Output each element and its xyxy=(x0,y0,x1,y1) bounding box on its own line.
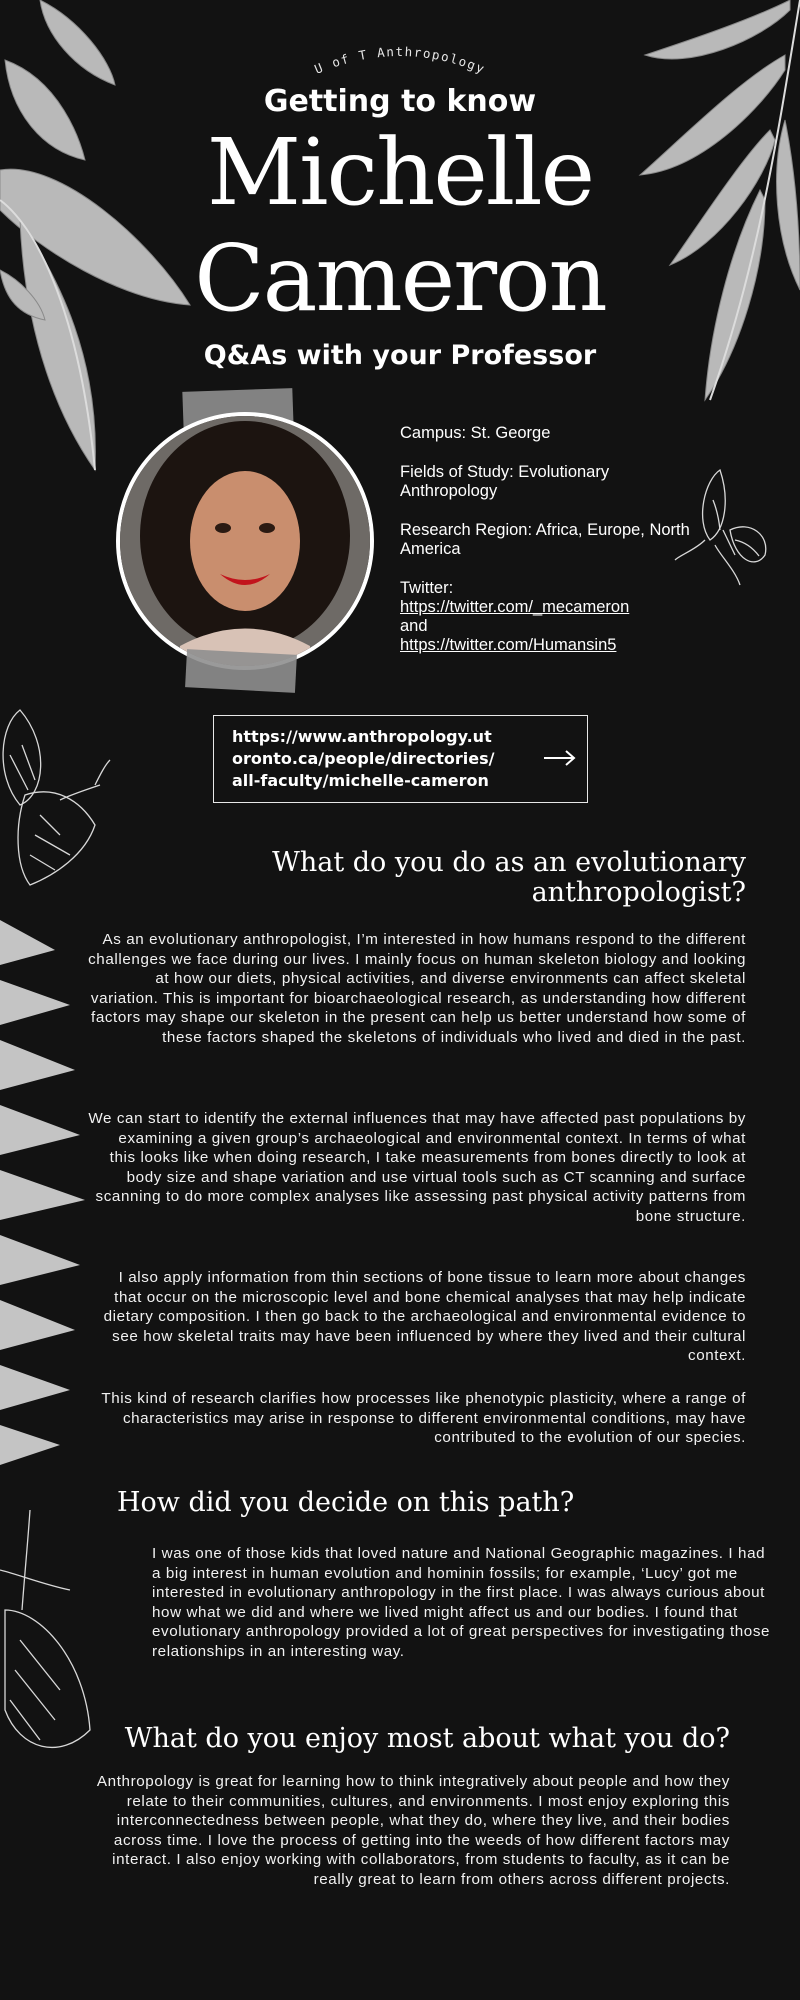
portrait-photo xyxy=(116,412,374,670)
faculty-page-link[interactable] xyxy=(213,715,588,803)
answer-1-paragraph-2: We can start to identify the external influences that may have affected past populations by examining a given group’s archaeological and environmental context. In terms of what this looks like when doing research, I take measurements from bones directly to look at body size and shape variation and use virtual tools such as CT scanning and surface scanning to do more complex analyses like assessing past physical activity patterns from bone structure. xyxy=(88,1110,746,1225)
fields-text: Fields of Study: Evolutionary Anthropology xyxy=(400,463,610,500)
first-name-heading: Michelle xyxy=(206,119,594,226)
answer-1-paragraph-4: This kind of research clarifies how processes like phenotypic plasticity, where a range of characteristics may arise in response to different environmental conditions, may have contributed to the evolution of our species. xyxy=(101,1390,746,1447)
twitter-and-text: and xyxy=(400,617,428,635)
page-subtitle: Q&As with your Professor xyxy=(203,340,597,371)
portrait-avatar-icon xyxy=(120,416,370,666)
svg-text:U of T Anthropology: U of T Anthropology xyxy=(312,44,488,77)
question-2: How did you decide on this path? xyxy=(117,1487,575,1518)
twitter-label: Twitter: xyxy=(400,579,454,597)
answer-3-paragraph-1: Anthropology is great for learning how to think integratively about people and how they relate to their communities, cultures, and environments. I most enjoy exploring this interconnectedness between people, what they do, where they live, and their bodies across time. I love the process of getting into the weeds of how different factors may interact. I also enjoy working with collaborators, from students to faculty, as it can be really great to learn from others across different projects. xyxy=(96,1773,730,1888)
twitter-link-1[interactable]: https://twitter.com/_mecameron xyxy=(400,598,630,616)
fern-left-icon xyxy=(0,910,90,1480)
question-3: What do you enjoy most about what you do? xyxy=(124,1723,730,1754)
butterfly-bottom-left-icon xyxy=(0,1510,100,1760)
twitter-block xyxy=(400,579,700,655)
profile-info xyxy=(400,424,700,655)
answer-2-paragraph-1: I was one of those kids that loved nature and National Geographic magazines. I had a big interest in human evolution and hominin fossils; for example, ‘Lucy’ got me interested in evolutionary anthropology in the first place. I was always curious about how what we did and where we lived might affect us and our bodies. I found that evolutionary anthropology provided a lot of great perspectives for investigating those relationships in an interesting way. xyxy=(152,1545,771,1660)
department-arc-label xyxy=(0,20,800,80)
intro-heading: Getting to know xyxy=(263,84,537,119)
arrow-right-icon xyxy=(542,748,578,768)
faculty-page-url: https://www.anthropology.utoronto.ca/people/directories/all-faculty/michelle-cameron xyxy=(232,727,495,790)
question-1: What do you do as an evolutionary anthropologist? xyxy=(272,847,746,908)
twitter-link-2[interactable]: https://twitter.com/Humansin5 xyxy=(400,636,617,654)
answer-1-paragraph-1: As an evolutionary anthropologist, I’m interested in how humans respond to the different challenges we face during our lives. I mainly focus on human skeleton biology and looking at how our diets, physical activities, and diverse environments can affect skeletal variation. This is important for bioarchaeological research, as understanding how different factors may shape our skeleton in the present can help us better understand how some of these factors shaped the skeletons of individuals who lived and died in the past. xyxy=(88,931,746,1046)
tape-bottom xyxy=(185,649,297,693)
campus-text: Campus: St. George xyxy=(400,424,551,442)
butterfly-left-icon xyxy=(0,705,120,905)
region-text: Research Region: Africa, Europe, North America xyxy=(400,521,690,558)
last-name-heading: Cameron xyxy=(194,225,606,332)
answer-1-paragraph-3: I also apply information from thin sections of bone tissue to learn more about changes that occur on the microscopic level and bone chemical analyses that may help indicate dietary composition. I then go back to the archaeological and environmental evidence to see how skeletal traits may have been influenced by where they lived and their cultural context. xyxy=(103,1269,746,1365)
